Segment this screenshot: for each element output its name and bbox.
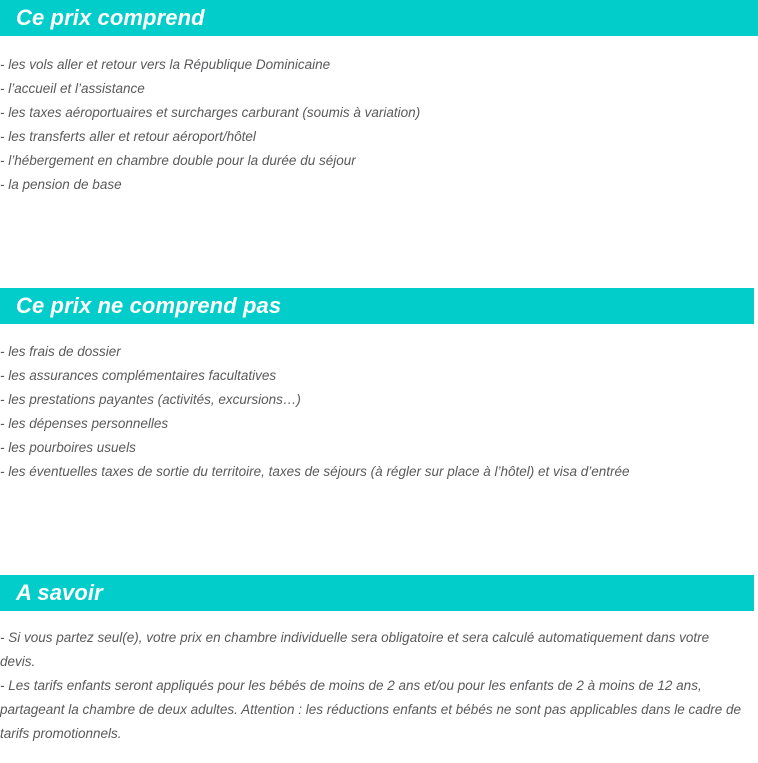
section-header-good-to-know: A savoir — [0, 575, 754, 611]
section-body-included — [0, 53, 758, 197]
list-item: - l’hébergement en chambre double pour la durée du séjour — [0, 153, 356, 168]
list-item: - l’accueil et l’assistance — [0, 81, 145, 96]
list-item: - les transferts aller et retour aéroport/hôtel — [0, 129, 256, 144]
list-item: - Si vous partez seul(e), votre prix en chambre individuelle sera obligatoire et sera calculé automatiquement dans votre devis. — [0, 630, 710, 669]
list-item: - les frais de dossier — [0, 344, 121, 359]
list-item: - les taxes aéroportuaires et surcharges carburant (soumis à variation) — [0, 105, 421, 120]
section-body-good-to-know — [0, 626, 752, 746]
list-item: - les pourboires usuels — [0, 440, 136, 455]
section-header-not-included: Ce prix ne comprend pas — [0, 288, 754, 324]
list-item: - les assurances complémentaires facultatives — [0, 368, 277, 383]
section-header-included: Ce prix comprend — [0, 0, 758, 36]
list-item: - les éventuelles taxes de sortie du territoire, taxes de séjours (à régler sur place à l’hôtel) et visa d’entrée — [0, 464, 630, 479]
list-item: - la pension de base — [0, 177, 122, 192]
list-item: - Les tarifs enfants seront appliqués pour les bébés de moins de 2 ans et/ou pour les enfants de 2 à moins de 12 ans, partageant la chambre de deux adultes. Attention : les réductions enfants et bébés ne sont pas applicables dans le cadre de tarifs promotionnels. — [0, 678, 741, 741]
list-item: - les dépenses personnelles — [0, 416, 169, 431]
list-item: - les vols aller et retour vers la République Dominicaine — [0, 57, 331, 72]
list-item: - les prestations payantes (activités, excursions…) — [0, 392, 301, 407]
section-body-not-included — [0, 340, 758, 484]
